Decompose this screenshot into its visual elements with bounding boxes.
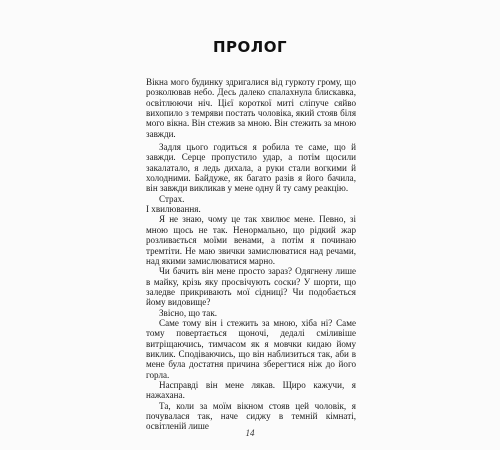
paragraph: Насправді він мене лякав. Щиро кажучи, я нажахана. — [146, 379, 356, 401]
paragraph: Страх. — [159, 193, 185, 204]
body-text — [146, 77, 356, 432]
paragraph: Чи бачить він мене просто зараз? Одягнену лише в майку, крізь яку просвічують соски? У шорти, що заледве прикривають мої сідниці? Чи подобається йому видовище? — [146, 266, 356, 308]
chapter-title: ПРОЛОГ — [212, 38, 288, 56]
paragraph: Саме тому він і стежить за мною, хіба ні? Саме тому повертається щоночі, дедалі сміливіше витріщаючись, тимчасом як я мовчки кидаю йому виклик. Сподіваючись, що він наблизиться так, аби в мене була достатня причина зберегтися ніж до його горла. — [146, 317, 356, 380]
paragraph: І хвилювання. — [146, 204, 201, 215]
page-number: 14 — [245, 428, 255, 438]
paragraph: Звісно, що так. — [159, 307, 218, 318]
paragraph: Я не знаю, чому це так хвилює мене. Певно, зі мною щось не так. Ненормально, що рідкий жар розливається моїми венами, а потім я починаю тремтіти. Не маю звички замислюватися над речами, над якими замислюватися марно. — [146, 214, 356, 266]
paragraph: Та, коли за моїм вікном стояв цей чоловік, я почувалася так, наче сиджу в темній кімнаті, освітленій лише — [146, 400, 356, 432]
paragraph: Вікна мого будинку здригалися від гуркоту грому, що розколював небо. Десь далеко спалахнула блискавка, освітлюючи ніч. Цієї короткої миті сліпуче сяйво вихопило з темряви постать чоловіка, який стояв біля мого вікна. Він стежив за мною. Він стежить за мною завжди. — [146, 77, 356, 139]
paragraph: Задля цього годиться я робила те саме, що й завжди. Серце пропустило удар, а потім щосили закалатало, я ледь дихала, а руки стали вогкими й холодними. Байдуже, як багато разів я його бачила, він завжди викликав у мене одну й ту саму реакцію. — [146, 142, 356, 194]
